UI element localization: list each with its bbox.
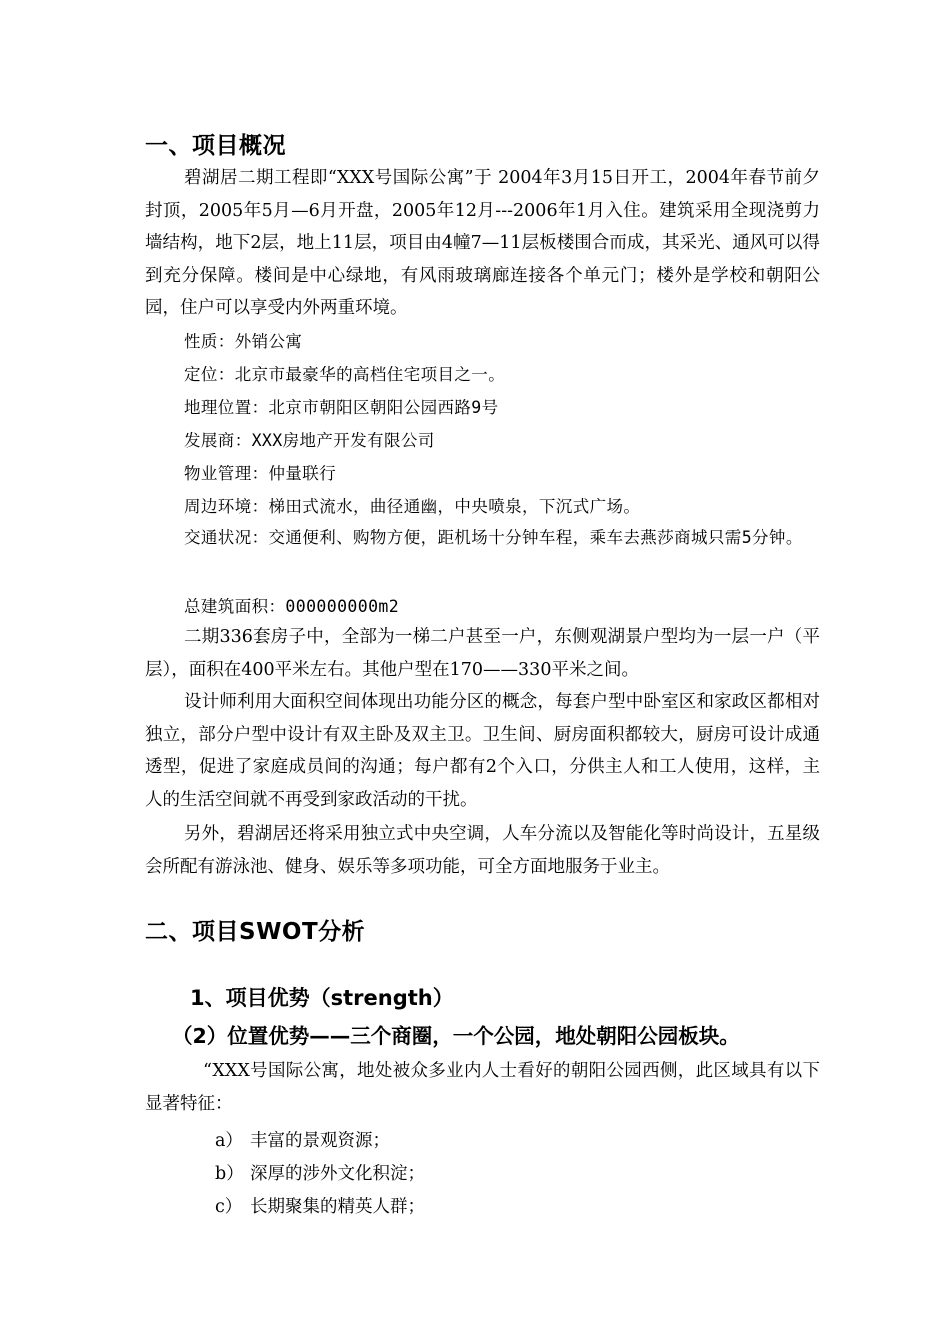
list-item: b） 深厚的涉外文化积淀；	[215, 1164, 425, 1184]
list-item: a） 丰富的景观资源；	[215, 1131, 390, 1151]
design-paragraph: 设计师利用大面积空间体现出功能分区的概念，每套户型中卧室区和家政区都相对独立，部分户型中设计有双主卧及双主卫。卫生间、厨房面积都较大，厨房可设计成通透型，促进了家庭成员间的沟通；每户都有2个入口，分供主人和工人使用，这样，主人的生活空间就不再受到家政活动的干扰。	[145, 692, 820, 810]
fact-surroundings: 周边环境：梯田式流水，曲径通幽，中央喷泉，下沉式广场。	[184, 497, 641, 516]
strength-heading: 1、项目优势（strength）	[190, 986, 454, 1010]
section-heading-swot: 二、项目SWOT分析	[145, 919, 366, 945]
units-paragraph: 二期336套房子中，全部为一梯二户甚至一户，东侧观湖景户型均为一层一户（平层），面积在400平米左右。其他户型在170——330平米之间。	[145, 627, 820, 680]
fact-nature: 性质：外销公寓	[184, 332, 303, 351]
fact-positioning: 定位：北京市最豪华的高档住宅项目之一。	[184, 365, 506, 384]
fact-traffic: 交通状况：交通便利、购物方便，距机场十分钟车程，乘车去燕莎商城只需5分钟。	[184, 528, 803, 547]
area-paragraph: “XXX号国际公寓，地处被众多业内人士看好的朝阳公园西侧，此区域具有以下显著特征：	[145, 1061, 820, 1114]
intro-paragraph: 碧湖居二期工程即“XXX号国际公寓”于 2004年3月15日开工，2004年春节前夕封顶，2005年5月—6月开盘，2005年12月---2006年1月入住。建筑采用全现浇剪力墙结构，地下2层，地上11层，项目由4幢7—11层板楼围合而成，其采光、通风可以得到充分保障。楼间是中心绿地，有风雨玻璃廊连接各个单元门；楼外是学校和朝阳公园，住户可以享受内外两重环境。	[145, 168, 820, 318]
list-item: c） 长期聚集的精英人群；	[215, 1197, 425, 1217]
fact-developer: 发展商：XXX房地产开发有限公司	[184, 431, 435, 450]
fact-property-management: 物业管理：仲量联行	[184, 464, 337, 483]
location-advantage-heading: （2）位置优势——三个商圈，一个公园，地处朝阳公园板块。	[172, 1024, 740, 1048]
amenities-paragraph: 另外，碧湖居还将采用独立式中央空调，人车分流以及智能化等时尚设计，五星级会所配有游泳池、健身、娱乐等多项功能，可全方面地服务于业主。	[145, 824, 820, 877]
fact-total-area: 总建筑面积：000000000m2	[184, 597, 400, 616]
section-heading-overview: 一、项目概况	[145, 133, 286, 159]
fact-location: 地理位置：北京市朝阳区朝阳公园西路9号	[184, 398, 499, 417]
